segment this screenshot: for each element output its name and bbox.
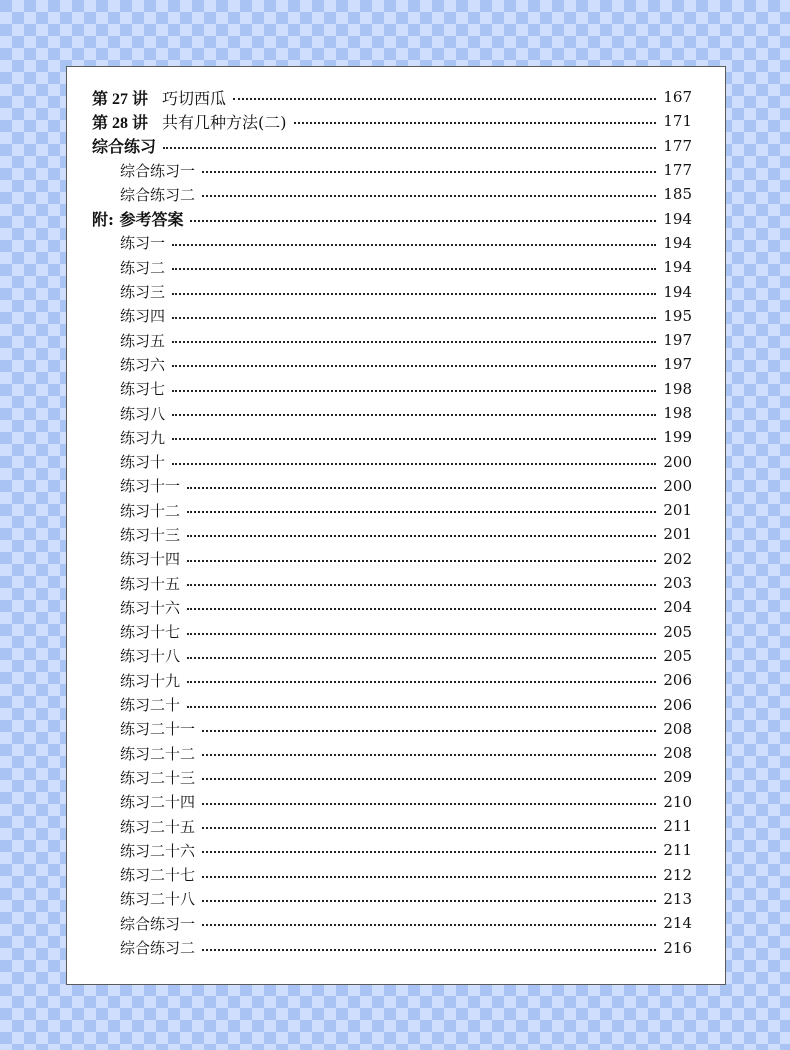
page-number: 198 (663, 379, 692, 398)
dot-leader (172, 414, 656, 416)
dot-leader (202, 876, 656, 878)
toc-entry[interactable] (92, 935, 692, 959)
toc-entry[interactable] (92, 717, 692, 741)
toc-entry[interactable] (92, 449, 692, 473)
toc-item-title: 练习十七 (120, 623, 181, 642)
toc-entry[interactable] (92, 571, 692, 595)
toc-item-title: 练习十五 (120, 574, 181, 593)
dot-leader (172, 268, 656, 270)
dot-leader (172, 365, 656, 367)
page-number: 211 (663, 841, 692, 860)
lecture-suffix: 讲 (132, 88, 149, 108)
page-number: 177 (663, 136, 692, 155)
table-of-contents (92, 85, 692, 960)
dot-leader (187, 511, 656, 513)
toc-item-title: 练习十九 (120, 671, 181, 690)
toc-item-title: 练习二 (120, 258, 166, 277)
toc-entry[interactable] (92, 377, 692, 401)
toc-item-title: 综合练习二 (120, 939, 196, 958)
dot-leader (172, 438, 656, 440)
page-number: 200 (663, 452, 692, 471)
lecture-number: 27 (112, 90, 129, 108)
toc-item-title: 练习二十七 (120, 866, 196, 885)
dot-leader (172, 317, 656, 319)
page-number: 167 (663, 88, 692, 107)
page-number: 194 (663, 209, 692, 228)
toc-item-title: 练习二十六 (120, 841, 196, 860)
toc-entry[interactable] (92, 134, 692, 158)
toc-entry[interactable] (92, 911, 692, 935)
dot-leader (187, 487, 656, 489)
toc-item-title: 练习九 (120, 428, 166, 447)
toc-entry[interactable] (92, 692, 692, 716)
toc-item-title: 练习十二 (120, 501, 181, 520)
toc-entry[interactable] (92, 182, 692, 206)
toc-entry[interactable] (92, 887, 692, 911)
toc-item-title: 练习十八 (120, 647, 181, 666)
page-number: 206 (663, 695, 692, 714)
toc-item-title: 练习二十 (120, 696, 181, 715)
toc-entry-title (92, 86, 226, 109)
toc-item-title: 练习四 (120, 307, 166, 326)
page-number: 185 (663, 185, 692, 204)
page-number: 214 (663, 914, 692, 933)
toc-entry[interactable] (92, 522, 692, 546)
toc-entry[interactable] (92, 158, 692, 182)
toc-entry[interactable] (92, 863, 692, 887)
page-number: 208 (663, 719, 692, 738)
toc-entry[interactable] (92, 668, 692, 692)
toc-item-title: 练习八 (120, 404, 166, 423)
lecture-name: 巧切西瓜 (162, 88, 227, 108)
dot-leader (202, 851, 656, 853)
dot-leader (163, 147, 656, 149)
page-number: 171 (663, 112, 692, 131)
toc-entry[interactable] (92, 620, 692, 644)
toc-entry[interactable] (92, 304, 692, 328)
page-number: 203 (663, 574, 692, 593)
page-number: 200 (663, 476, 692, 495)
toc-item-title: 练习二十八 (120, 890, 196, 909)
toc-item-title: 练习十四 (120, 550, 181, 569)
dot-leader (202, 900, 656, 902)
page-number: 194 (663, 258, 692, 277)
toc-item-title: 练习二十四 (120, 793, 196, 812)
toc-entry[interactable] (92, 790, 692, 814)
toc-item-title: 练习七 (120, 380, 166, 399)
dot-leader (172, 341, 656, 343)
page-number: 211 (663, 817, 692, 836)
dot-leader (187, 706, 656, 708)
dot-leader (202, 730, 656, 732)
page-number: 206 (663, 671, 692, 690)
dot-leader (172, 390, 656, 392)
toc-item-title: 练习三 (120, 283, 166, 302)
dot-leader (187, 560, 656, 562)
document-page (66, 66, 726, 985)
lecture-name: 共有几种方法(二) (162, 112, 287, 132)
toc-item-title: 综合练习二 (120, 185, 196, 204)
dot-leader (187, 681, 656, 683)
dot-leader (190, 220, 656, 222)
dot-leader (202, 949, 656, 951)
toc-entry[interactable] (92, 498, 692, 522)
dot-leader (172, 463, 656, 465)
page-number: 209 (663, 768, 692, 787)
dot-leader (233, 98, 656, 100)
toc-entry[interactable] (92, 206, 692, 230)
dot-leader (202, 754, 656, 756)
toc-entry[interactable] (92, 231, 692, 255)
dot-leader (294, 122, 657, 124)
lecture-prefix: 第 (92, 88, 109, 108)
toc-entry[interactable] (92, 279, 692, 303)
lecture-prefix: 第 (92, 112, 109, 132)
toc-section-title: 综合练习 (92, 137, 157, 157)
toc-entry-title (92, 110, 287, 133)
dot-leader (202, 827, 656, 829)
page-number: 205 (663, 646, 692, 665)
toc-entry[interactable] (92, 401, 692, 425)
page-number: 201 (663, 501, 692, 520)
dot-leader (172, 244, 656, 246)
page-number: 208 (663, 744, 692, 763)
toc-entry[interactable] (92, 425, 692, 449)
toc-item-title: 练习十 (120, 453, 166, 472)
page-number: 197 (663, 331, 692, 350)
page-number: 201 (663, 525, 692, 544)
page-number: 204 (663, 598, 692, 617)
dot-leader (187, 535, 656, 537)
toc-item-title: 练习二十五 (120, 817, 196, 836)
page-number: 194 (663, 282, 692, 301)
toc-entry[interactable] (92, 255, 692, 279)
toc-item-title: 练习二十一 (120, 720, 196, 739)
toc-item-title: 练习一 (120, 234, 166, 253)
page-number: 195 (663, 306, 692, 325)
toc-section-title: 附: 参考答案 (92, 210, 184, 230)
toc-entry[interactable] (92, 595, 692, 619)
page-number: 199 (663, 428, 692, 447)
dot-leader (202, 195, 656, 197)
toc-entry[interactable] (92, 109, 692, 133)
toc-entry[interactable] (92, 741, 692, 765)
dot-leader (202, 171, 656, 173)
dot-leader (187, 633, 656, 635)
toc-entry[interactable] (92, 85, 692, 109)
page-number: 213 (663, 889, 692, 908)
page-number: 216 (663, 938, 692, 957)
toc-item-title: 练习二十三 (120, 768, 196, 787)
dot-leader (187, 608, 656, 610)
toc-entry[interactable] (92, 474, 692, 498)
toc-item-title: 练习十一 (120, 477, 181, 496)
dot-leader (187, 584, 656, 586)
page-number: 205 (663, 622, 692, 641)
toc-entry[interactable] (92, 838, 692, 862)
toc-item-title: 练习五 (120, 331, 166, 350)
page-number: 198 (663, 404, 692, 422)
page-number: 197 (663, 355, 692, 374)
dot-leader (202, 924, 656, 926)
page-number: 194 (663, 233, 692, 252)
page-number: 202 (663, 549, 692, 568)
dot-leader (202, 803, 656, 805)
lecture-number: 28 (112, 114, 129, 132)
toc-item-title: 练习六 (120, 355, 166, 374)
toc-entry[interactable] (92, 765, 692, 789)
toc-entry[interactable] (92, 644, 692, 668)
lecture-suffix: 讲 (132, 112, 149, 132)
toc-item-title: 练习二十二 (120, 744, 196, 763)
toc-item-title: 综合练习一 (120, 161, 196, 180)
dot-leader (187, 657, 656, 659)
page-number: 210 (663, 792, 692, 811)
toc-entry[interactable] (92, 328, 692, 352)
page-number: 177 (663, 161, 692, 180)
dot-leader (172, 293, 656, 295)
toc-item-title: 综合练习一 (120, 914, 196, 933)
toc-entry[interactable] (92, 547, 692, 571)
toc-entry[interactable] (92, 814, 692, 838)
toc-item-title: 练习十三 (120, 525, 181, 544)
toc-item-title: 练习十六 (120, 598, 181, 617)
toc-entry[interactable] (92, 352, 692, 376)
page-number: 212 (663, 865, 692, 884)
dot-leader (202, 778, 656, 780)
